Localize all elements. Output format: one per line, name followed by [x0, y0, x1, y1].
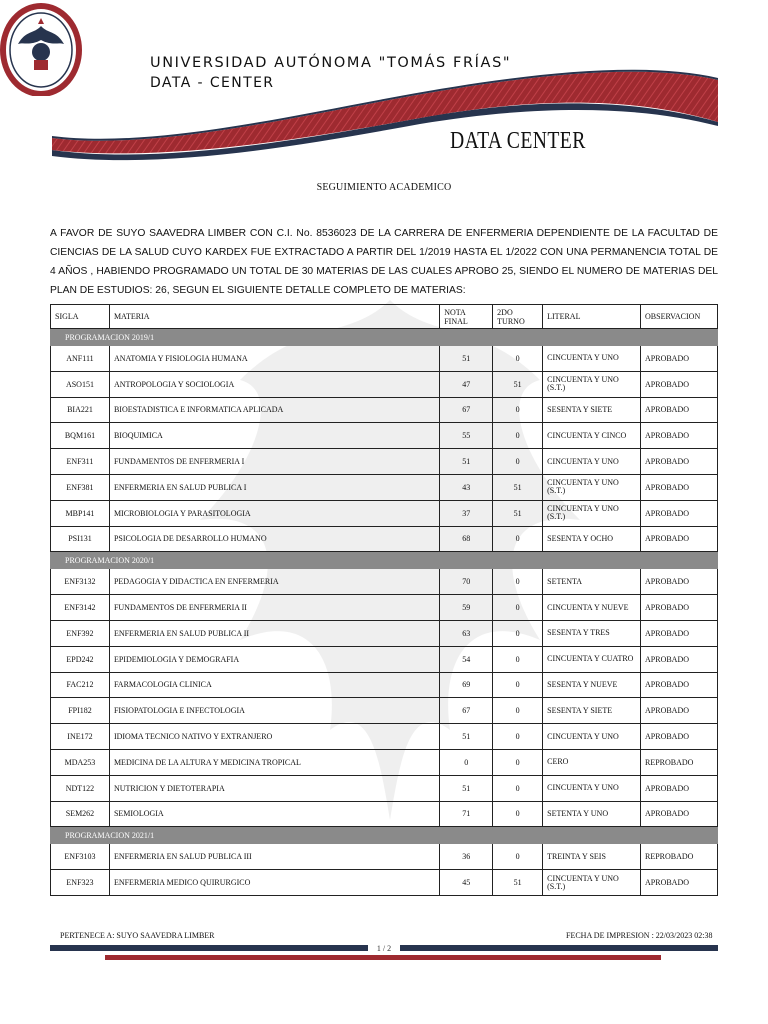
header-wave-graphic [0, 0, 768, 180]
col-header-sigla: SIGLA [51, 305, 110, 329]
cell-literal: CINCUENTA Y CUATRO [543, 646, 641, 672]
footer-print-date: FECHA DE IMPRESION : 22/03/2023 02:38 [566, 931, 713, 940]
cell-observacion: APROBADO [641, 569, 718, 595]
table-row [51, 844, 718, 870]
cell-observacion: APROBADO [641, 620, 718, 646]
group-row [51, 827, 718, 844]
cell-observacion: REPROBADO [641, 844, 718, 870]
cell-2do-turno: 0 [493, 749, 543, 775]
cell-materia: BIOESTADISTICA E INFORMATICA APLICADA [109, 397, 439, 423]
cell-sigla: ENF3132 [51, 569, 110, 595]
cell-sigla: MBP141 [51, 500, 110, 526]
cell-materia: ENFERMERIA EN SALUD PUBLICA I [109, 474, 439, 500]
cell-materia: ANTROPOLOGIA Y SOCIOLOGIA [109, 371, 439, 397]
cell-nota-final: 71 [440, 801, 493, 827]
cell-sigla: ANF111 [51, 346, 110, 372]
cell-observacion: APROBADO [641, 646, 718, 672]
cell-sigla: ENF381 [51, 474, 110, 500]
cell-materia: BIOQUIMICA [109, 423, 439, 449]
cell-sigla: MDA253 [51, 749, 110, 775]
cell-2do-turno: 0 [493, 346, 543, 372]
cell-materia: ENFERMERIA EN SALUD PUBLICA II [109, 620, 439, 646]
cell-nota-final: 37 [440, 500, 493, 526]
table-row [51, 724, 718, 750]
cell-nota-final: 43 [440, 474, 493, 500]
university-name: UNIVERSIDAD AUTÓNOMA "TOMÁS FRÍAS" [150, 55, 512, 71]
cell-2do-turno: 0 [493, 569, 543, 595]
cell-observacion: APROBADO [641, 775, 718, 801]
cell-sigla: EPD242 [51, 646, 110, 672]
cell-sigla: ENF392 [51, 620, 110, 646]
table-row [51, 449, 718, 475]
cell-2do-turno: 0 [493, 526, 543, 552]
cell-nota-final: 69 [440, 672, 493, 698]
cell-2do-turno: 0 [493, 844, 543, 870]
cell-nota-final: 51 [440, 724, 493, 750]
cell-nota-final: 47 [440, 371, 493, 397]
cell-literal: CINCUENTA Y UNO (S.T.) [543, 371, 641, 397]
cell-literal: CINCUENTA Y UNO (S.T.) [543, 474, 641, 500]
cell-literal: CINCUENTA Y UNO [543, 449, 641, 475]
cell-nota-final: 68 [440, 526, 493, 552]
cell-sigla: ENF3142 [51, 595, 110, 621]
cell-literal: SESENTA Y NUEVE [543, 672, 641, 698]
cell-2do-turno: 51 [493, 474, 543, 500]
cell-nota-final: 63 [440, 620, 493, 646]
cell-sigla: ENF323 [51, 870, 110, 896]
cell-observacion: APROBADO [641, 698, 718, 724]
table-row [51, 569, 718, 595]
cell-sigla: ENF3103 [51, 844, 110, 870]
cell-materia: MEDICINA DE LA ALTURA Y MEDICINA TROPICAL [109, 749, 439, 775]
col-header-materia: MATERIA [109, 305, 439, 329]
document-heading: SEGUIMIENTO ACADEMICO [316, 182, 452, 193]
group-row [51, 329, 718, 346]
table-row [51, 775, 718, 801]
cell-observacion: APROBADO [641, 870, 718, 896]
cell-literal: SESENTA Y SIETE [543, 397, 641, 423]
cell-sigla: BQM161 [51, 423, 110, 449]
table-row [51, 698, 718, 724]
cell-2do-turno: 51 [493, 371, 543, 397]
page-header [0, 0, 768, 180]
department-name: DATA - CENTER [150, 75, 275, 91]
cell-literal: SESENTA Y SIETE [543, 698, 641, 724]
university-seal-logo [0, 0, 82, 96]
intro-paragraph: A FAVOR DE SUYO SAAVEDRA LIMBER CON C.I. No. 8536023 DE LA CARRERA DE ENFERMERIA DEPENDIENTE DE LA FACULTAD DE CIENCIAS DE LA SALUD CUYO KARDEX FUE EXTRACTADO A PARTIR DEL 1/2019 HASTA EL 1/2022 CON UNA PERMANENCIA TOTAL DE 4 AÑOS , HABIENDO PROGRAMADO UN TOTAL DE 30 MATERIAS DE LAS CUALES APROBO 25, SIENDO EL NUMERO DE MATERIAS DEL PLAN DE ESTUDIOS: 26, SEGUN EL SIGUIENTE DETALLE COMPLETO DE MATERIAS: [50, 228, 718, 296]
cell-literal: SESENTA Y TRES [543, 620, 641, 646]
table-row [51, 749, 718, 775]
cell-nota-final: 59 [440, 595, 493, 621]
table-row [51, 672, 718, 698]
cell-2do-turno: 0 [493, 620, 543, 646]
cell-observacion: APROBADO [641, 526, 718, 552]
col-header-2do-turno: 2DO TURNO [493, 305, 543, 329]
cell-sigla: ENF311 [51, 449, 110, 475]
banner-title: DATA CENTER [450, 128, 586, 154]
cell-literal: TREINTA Y SEIS [543, 844, 641, 870]
cell-materia: FARMACOLOGIA CLINICA [109, 672, 439, 698]
cell-literal: CINCUENTA Y UNO [543, 724, 641, 750]
cell-nota-final: 51 [440, 449, 493, 475]
cell-materia: ANATOMIA Y FISIOLOGIA HUMANA [109, 346, 439, 372]
cell-observacion: REPROBADO [641, 749, 718, 775]
cell-literal: CINCUENTA Y UNO (S.T.) [543, 500, 641, 526]
group-label: PROGRAMACION 2021/1 [51, 827, 718, 844]
table-row [51, 646, 718, 672]
cell-materia: SEMIOLOGIA [109, 801, 439, 827]
group-row [51, 552, 718, 569]
cell-materia: IDIOMA TECNICO NATIVO Y EXTRANJERO [109, 724, 439, 750]
table-row [51, 346, 718, 372]
cell-2do-turno: 0 [493, 646, 543, 672]
footer-red-bar [105, 955, 661, 960]
cell-sigla: FPI182 [51, 698, 110, 724]
cell-observacion: APROBADO [641, 801, 718, 827]
cell-materia: EPIDEMIOLOGIA Y DEMOGRAFIA [109, 646, 439, 672]
cell-materia: MICROBIOLOGIA Y PARASITOLOGIA [109, 500, 439, 526]
cell-2do-turno: 0 [493, 698, 543, 724]
col-header-literal: LITERAL [543, 305, 641, 329]
cell-2do-turno: 51 [493, 870, 543, 896]
grades-table [50, 304, 718, 896]
cell-nota-final: 51 [440, 775, 493, 801]
col-header-observacion: OBSERVACION [641, 305, 718, 329]
cell-observacion: APROBADO [641, 371, 718, 397]
cell-sigla: NDT122 [51, 775, 110, 801]
cell-nota-final: 51 [440, 346, 493, 372]
table-row [51, 801, 718, 827]
cell-observacion: APROBADO [641, 595, 718, 621]
cell-sigla: INE172 [51, 724, 110, 750]
cell-materia: FISIOPATOLOGIA E INFECTOLOGIA [109, 698, 439, 724]
cell-sigla: SEM262 [51, 801, 110, 827]
cell-materia: PSICOLOGIA DE DESARROLLO HUMANO [109, 526, 439, 552]
cell-literal: SETENTA Y UNO [543, 801, 641, 827]
cell-literal: CINCUENTA Y UNO (S.T.) [543, 870, 641, 896]
col-header-nota-final: NOTA FINAL [440, 305, 493, 329]
cell-nota-final: 54 [440, 646, 493, 672]
cell-nota-final: 36 [440, 844, 493, 870]
cell-literal: CINCUENTA Y UNO [543, 346, 641, 372]
cell-literal: SESENTA Y OCHO [543, 526, 641, 552]
page-number: 1 / 2 [368, 943, 400, 955]
cell-sigla: FAC212 [51, 672, 110, 698]
table-row [51, 371, 718, 397]
cell-2do-turno: 0 [493, 449, 543, 475]
cell-nota-final: 67 [440, 698, 493, 724]
cell-nota-final: 70 [440, 569, 493, 595]
cell-observacion: APROBADO [641, 500, 718, 526]
cell-observacion: APROBADO [641, 423, 718, 449]
cell-2do-turno: 0 [493, 595, 543, 621]
cell-2do-turno: 0 [493, 672, 543, 698]
table-row [51, 595, 718, 621]
cell-2do-turno: 0 [493, 801, 543, 827]
cell-sigla: ASO151 [51, 371, 110, 397]
footer-owner: PERTENECE A: SUYO SAAVEDRA LIMBER [60, 931, 215, 940]
cell-materia: NUTRICION Y DIETOTERAPIA [109, 775, 439, 801]
table-row [51, 474, 718, 500]
cell-nota-final: 67 [440, 397, 493, 423]
cell-materia: ENFERMERIA EN SALUD PUBLICA III [109, 844, 439, 870]
cell-2do-turno: 51 [493, 500, 543, 526]
grades-table-body [51, 329, 718, 896]
cell-nota-final: 55 [440, 423, 493, 449]
cell-materia: FUNDAMENTOS DE ENFERMERIA I [109, 449, 439, 475]
cell-literal: CINCUENTA Y UNO [543, 775, 641, 801]
table-row [51, 397, 718, 423]
cell-nota-final: 0 [440, 749, 493, 775]
cell-observacion: APROBADO [641, 449, 718, 475]
group-label: PROGRAMACION 2019/1 [51, 329, 718, 346]
cell-literal: SETENTA [543, 569, 641, 595]
table-row [51, 870, 718, 896]
cell-2do-turno: 0 [493, 775, 543, 801]
cell-literal: CINCUENTA Y CINCO [543, 423, 641, 449]
table-row [51, 423, 718, 449]
cell-observacion: APROBADO [641, 346, 718, 372]
cell-sigla: PSI131 [51, 526, 110, 552]
cell-sigla: BIA221 [51, 397, 110, 423]
cell-literal: CINCUENTA Y NUEVE [543, 595, 641, 621]
cell-observacion: APROBADO [641, 672, 718, 698]
cell-observacion: APROBADO [641, 397, 718, 423]
cell-2do-turno: 0 [493, 724, 543, 750]
cell-nota-final: 45 [440, 870, 493, 896]
cell-materia: FUNDAMENTOS DE ENFERMERIA II [109, 595, 439, 621]
table-row [51, 500, 718, 526]
cell-literal: CERO [543, 749, 641, 775]
table-header-row [51, 305, 718, 329]
cell-observacion: APROBADO [641, 474, 718, 500]
cell-materia: PEDAGOGIA Y DIDACTICA EN ENFERMERIA [109, 569, 439, 595]
table-row [51, 526, 718, 552]
cell-2do-turno: 0 [493, 423, 543, 449]
table-row [51, 620, 718, 646]
group-label: PROGRAMACION 2020/1 [51, 552, 718, 569]
cell-materia: ENFERMERIA MEDICO QUIRURGICO [109, 870, 439, 896]
cell-observacion: APROBADO [641, 724, 718, 750]
cell-2do-turno: 0 [493, 397, 543, 423]
